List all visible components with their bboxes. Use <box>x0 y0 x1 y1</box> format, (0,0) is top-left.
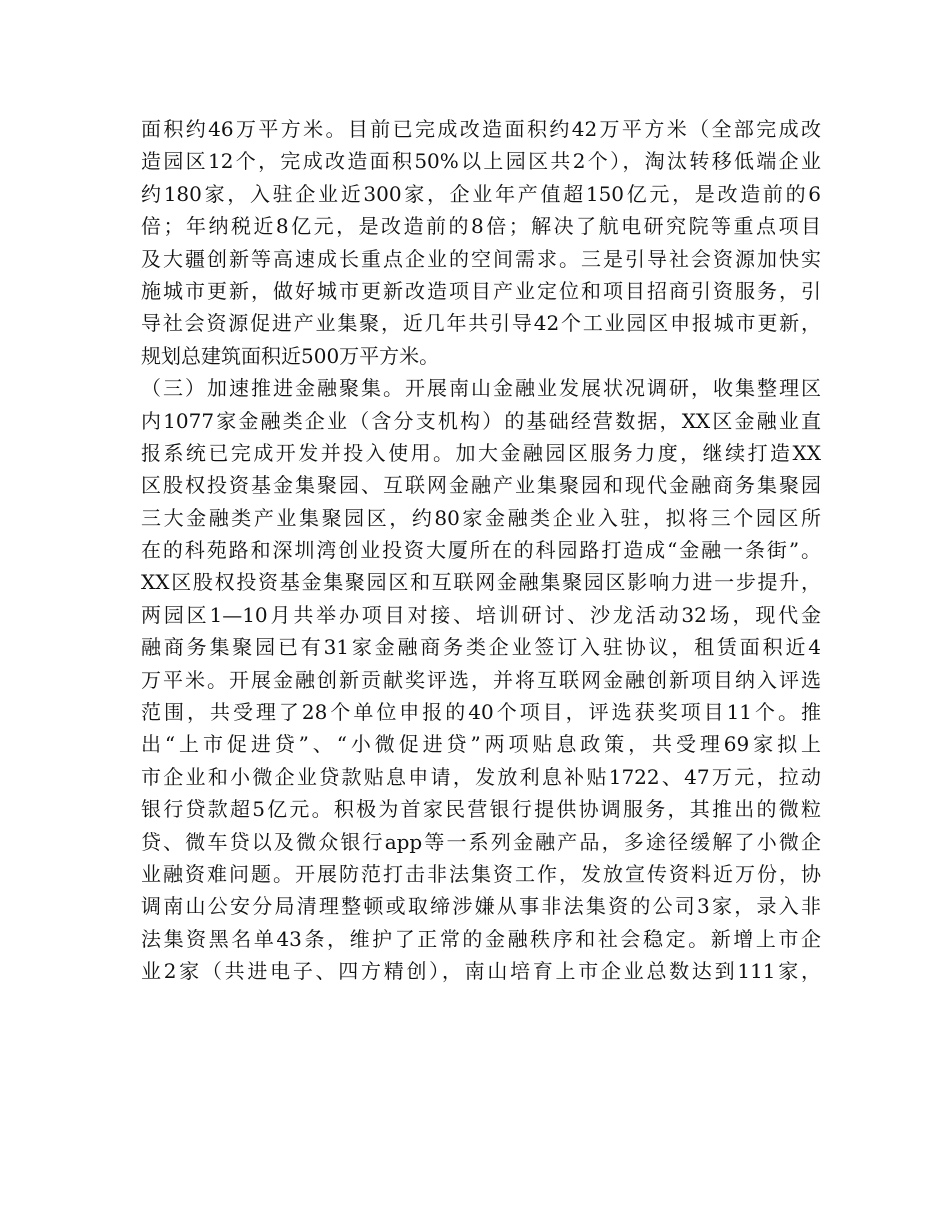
text-line: 融商务集聚园已有31家金融商务类企业签订入驻协议，租赁面积近4 <box>141 635 821 660</box>
text-line: 三大金融类产业集聚园区，约80家金融类企业入驻，拟将三个园区所 <box>141 505 821 530</box>
text-line: 区股权投资基金集聚园、互联网金融产业集聚园和现代金融商务集聚园 <box>141 473 821 498</box>
text-line: 银行贷款超5亿元。积极为首家民营银行提供协调服务，其推出的微粒 <box>141 797 821 822</box>
body-text <box>141 113 821 988</box>
text-line: 贷、微车贷以及微众银行app等一系列金融产品，多途径缓解了小微企 <box>141 829 821 854</box>
text-line: 及大疆创新等高速成长重点企业的空间需求。三是引导社会资源加快实 <box>141 246 821 271</box>
text-line: 造园区12个，完成改造面积50%以上园区共2个），淘汰转移低端企业 <box>141 149 821 174</box>
text-line: 规划总建筑面积近500万平方米。 <box>141 343 440 368</box>
text-line: 施城市更新，做好城市更新改造项目产业定位和项目招商引资服务，引 <box>141 278 821 303</box>
text-line: 报系统已完成开发并投入使用。加大金融园区服务力度，继续打造XX <box>141 440 821 465</box>
text-line: 业2家（共进电子、四方精创），南山培育上市企业总数达到111家， <box>141 959 821 984</box>
section-heading-line: （三）加速推进金融聚集。开展南山金融业发展状况调研，收集整理区 <box>141 376 821 401</box>
text-line: 市企业和小微企业贷款贴息申请，发放利息补贴1722、47万元，拉动 <box>141 764 821 789</box>
text-line: 范围，共受理了28个单位申报的40个项目，评选获奖项目11个。推 <box>141 700 821 725</box>
text-line: 两园区1—10月共举办项目对接、培训研讨、沙龙活动32场，现代金 <box>141 602 821 627</box>
text-line: 业融资难问题。开展防范打击非法集资工作，发放宣传资料近万份，协 <box>141 861 821 886</box>
text-line: 内1077家金融类企业（含分支机构）的基础经营数据，XX区金融业直 <box>141 408 821 433</box>
text-line: XX区股权投资基金集聚园区和互联网金融集聚园区影响力进一步提升， <box>141 570 821 595</box>
text-line: 在的科苑路和深圳湾创业投资大厦所在的科园路打造成“金融一条街”。 <box>141 538 821 563</box>
text-line: 导社会资源促进产业集聚，近几年共引导42个工业园区申报城市更新， <box>141 311 821 336</box>
text-line: 万平米。开展金融创新贡献奖评选，并将互联网金融创新项目纳入评选 <box>141 667 821 692</box>
text-line: 出“上市促进贷”、“小微促进贷”两项贴息政策，共受理69家拟上 <box>141 732 821 757</box>
text-line: 法集资黑名单43条，维护了正常的金融秩序和社会稳定。新增上市企 <box>141 926 821 951</box>
text-line: 调南山公安分局清理整顿或取缔涉嫌从事非法集资的公司3家，录入非 <box>141 894 821 919</box>
text-line: 面积约46万平方米。目前已完成改造面积约42万平方米（全部完成改 <box>141 117 821 141</box>
text-line: 倍；年纳税近8亿元，是改造前的8倍；解决了航电研究院等重点项目 <box>141 214 821 239</box>
text-line: 约180家，入驻企业近300家，企业年产值超150亿元，是改造前的6 <box>141 181 821 206</box>
